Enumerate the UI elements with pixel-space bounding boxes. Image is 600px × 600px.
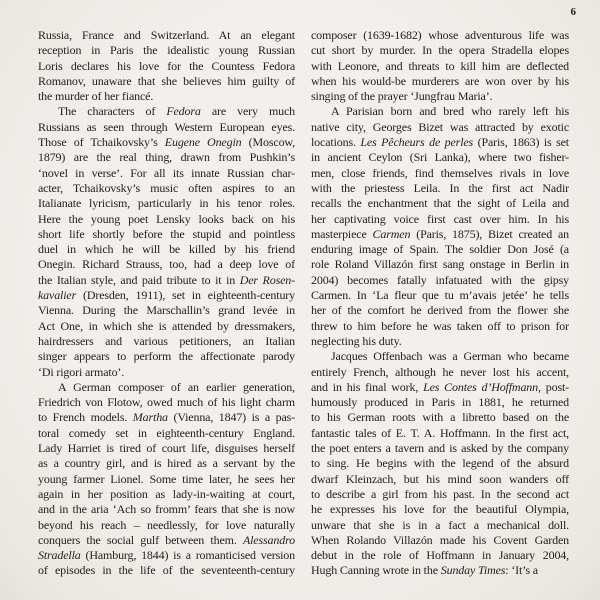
italic-text-segment: kavalier [38,288,77,303]
text-line [311,563,569,578]
text-line [38,518,295,533]
text-segment: her captivating voice first cast over him. In his [311,211,569,226]
text-line [311,487,569,502]
text-segment: men, close friends, find themselves rivals in love [311,165,569,180]
text-line [311,257,569,272]
text-segment: threw to him before he was taken off to prison for [311,318,569,333]
italic-text-segment: Eugene Onegin [164,135,242,150]
text-segment: ‘Di rigori armato’. [38,364,125,379]
text-line [311,196,569,211]
text-segment: Here the young poet Lensky looks back on his [38,211,295,226]
text-segment: toral comedy set in eighteenth-century England. [38,425,295,440]
text-line [311,380,569,395]
text-line [311,273,569,288]
text-segment: Loris declares his love for the Countess Fedora [38,58,295,73]
text-line [38,166,295,181]
italic-text-segment: Fedora [166,104,201,119]
text-line [38,212,295,227]
text-line [38,487,295,502]
text-segment: hairdressers and various petitioners, an Italian [38,333,295,348]
text-segment: singing of the prayer ‘Jungfrau Maria’. [311,89,493,104]
text-segment: the Italian style, and paid tribute to it in [38,272,240,287]
text-segment: humously produced in Paris in 1881, he returned [311,395,569,410]
italic-text-segment: Les Pêcheurs de perles [360,135,474,150]
text-segment: (Hamburg, 1844) is a romanticised version [80,548,295,563]
text-segment: Carmen. In ‘La fleur que tu m’avais jetée’ he tells [311,288,569,303]
text-segment: neglecting his duty. [311,333,402,348]
text-segment: to describe a girl from his past. In the second act [311,486,569,501]
text-line [311,395,569,410]
text-segment: A German composer of an earlier generation, [58,379,295,394]
text-segment: (Vienna, 1847) is a pas- [167,410,295,425]
text-segment: he expresses his love for the beautiful Olympia, [311,502,569,517]
text-line [311,441,569,456]
text-segment: and in the aria ‘Ach so fromm’ fears that she is now [38,502,295,517]
text-line [38,196,295,211]
italic-text-segment: Der Rosen- [239,272,295,287]
text-segment: Act One, in which she is attended by dressmakers, [38,318,295,333]
text-line [311,365,569,380]
text-line [38,533,295,548]
text-line [311,410,569,425]
text-segment: When Rolando Villazón made his Covent Garden [311,532,569,547]
text-line [38,365,295,380]
text-line [38,288,295,303]
text-line [38,410,295,425]
text-segment: the murder of her fiancé. [38,89,154,104]
text-line [311,181,569,196]
text-line [311,166,569,181]
text-line [38,135,295,150]
text-line [38,395,295,410]
text-line [311,472,569,487]
text-line [311,150,569,165]
text-line [311,456,569,471]
text-line [38,227,295,242]
text-line [38,303,295,318]
text-segment: reception in Paris the idealistic young Russian [38,43,295,58]
text-line [311,548,569,563]
text-segment: 1879) are the real thing, drawn from Pushkin’s [38,150,295,165]
text-line [311,303,569,318]
text-segment: unware that she is in a fact a mechanical doll. [311,517,569,532]
text-segment: again in her position as lady-in-waiting at court, [38,486,295,501]
text-column-right [311,28,569,579]
text-line [311,212,569,227]
text-segment: Russians as seen through Western European eyes. [38,119,295,134]
text-segment: singer appears to perform the affectionate parody [38,349,295,364]
italic-text-segment: Martha [132,410,168,425]
text-line [38,426,295,441]
text-segment: to his German roots with a libretto based on the [311,410,569,425]
text-line [38,242,295,257]
text-line [311,74,569,89]
text-segment: ‘novel in verse’. For all its innate Russian char- [38,165,295,180]
italic-text-segment: Les Contes d’Hoffmann [423,379,538,394]
text-segment: duel in which he will be killed by his friend [38,242,295,257]
text-segment: recalls the enchantment that the sight of Leila and [311,196,569,211]
text-segment: native city, Georges Bizet was attracted by exotic [311,119,569,134]
text-segment: acter, Tchaikovsky’s music often aspires to an [38,180,295,195]
text-line [311,349,569,364]
text-segment: role Roland Villazón first sang onstage in Berlin in [311,257,569,272]
text-segment: Lady Harriet is tired of court life, disguises herself [38,441,295,456]
text-segment: debut in the role of Hoffmann in January 2004, [311,548,569,563]
text-line [311,120,569,135]
text-segment: (Paris, 1863) is set [473,135,569,150]
text-segment: composer (1639-1682) whose adventurous life was [311,28,569,42]
text-segment: Russia, France and Switzerland. At an elegant [38,28,295,42]
text-line [38,104,295,119]
text-line [311,89,569,104]
text-line [38,441,295,456]
text-segment: to sing. He begins with the legend of the absurd [311,456,569,471]
text-segment: Jacques Offenbach was a German who became [331,349,569,364]
text-segment: conquers the social gulf between them. [38,532,243,547]
text-segment: Romanov, unaware that she believes him guilty of [38,73,295,88]
text-line [38,334,295,349]
text-segment: as a country girl, and is hired as a servant by the [38,456,295,471]
text-segment: Friedrich von Flotow, owed much of his light charm [38,395,295,410]
text-segment: Hugh Canning wrote in the [311,563,441,578]
text-line [38,502,295,517]
text-line [38,89,295,104]
text-segment: masterpiece [311,226,373,241]
text-segment: The characters of [58,104,167,119]
text-segment: and in his final work, [311,379,424,394]
text-line [38,319,295,334]
text-line [311,319,569,334]
text-line [311,28,569,43]
text-column-left [38,28,295,579]
text-segment: 2004) becomes fatally infatuated with the gipsy [311,272,569,287]
text-segment: (Dresden, 1911), set in eighteenth-century [76,288,295,303]
text-line [311,43,569,58]
text-segment: her of the comfort he derived from the flower she [311,303,569,318]
text-line [38,120,295,135]
text-segment: Onegin. Richard Strauss, too, had a deep love of [38,257,295,272]
text-segment: the poet enters a tavern and is asked by the company [311,441,569,456]
text-segment: with Leonore, and threats to kill him are deflected [311,58,569,73]
text-line [311,242,569,257]
text-line [311,104,569,119]
text-line [38,74,295,89]
text-segment: to French models. [38,410,133,425]
text-segment: cut short by murder. In the opera Stradella elopes [311,43,569,58]
text-segment: enduring image of Spain. The soldier Don José (a [311,242,569,257]
text-segment: : ‘It’s a [505,563,538,578]
text-segment: short life shortly before the stupid and pointless [38,226,295,241]
text-line [311,227,569,242]
text-line [38,563,295,578]
text-line [311,288,569,303]
text-line [38,472,295,487]
text-segment: Vienna. During the Marschallin’s grand levée in [38,303,295,318]
page-number: 6 [570,6,576,18]
text-segment: are very much [200,104,295,119]
text-segment: when his would-be murderers are won over by his [311,73,569,88]
italic-text-segment: Stradella [38,548,81,563]
text-segment: beyond his reach – needlessly, for love naturally [38,517,295,532]
text-line [311,533,569,548]
text-line [38,150,295,165]
text-segment: (Moscow, [241,135,295,150]
text-segment: with the priestess Leila. In the first act Nadir [311,180,569,195]
text-segment: entirely French, although he never lost his accent, [311,364,569,379]
text-line [38,380,295,395]
text-segment: (Paris, 1875), Bizet created an [410,226,569,241]
text-line [38,28,295,43]
text-segment: Italianate lyricism, particularly in his tenor roles. [38,196,295,211]
text-segment: Those of Tchaikovsky’s [38,135,165,150]
text-segment: young farmer Lionel. Some time later, he sees her [38,471,295,486]
text-line [311,426,569,441]
text-segment: fantastic tales of E. T. A. Hoffmann. In the first act, [311,425,569,440]
text-line [311,59,569,74]
text-line [38,349,295,364]
text-line [38,548,295,563]
italic-text-segment: Carmen [372,226,411,241]
text-line [311,135,569,150]
italic-text-segment: Sunday Times [440,563,506,578]
text-segment: A Parisian born and bred who rarely left his [331,104,569,119]
text-segment: locations. [311,135,361,150]
text-line [311,518,569,533]
text-line [38,59,295,74]
text-segment: , post- [538,379,569,394]
text-line [38,456,295,471]
text-line [311,334,569,349]
text-segment: of episodes in the life of the seventeenth-century [38,563,295,578]
italic-text-segment: Alessandro [242,532,295,547]
text-segment: dwarf Kleinzach, but his mind soon wanders off [311,471,569,486]
text-line [38,257,295,272]
text-line [38,273,295,288]
text-line [38,181,295,196]
text-segment: in ancient Ceylon (Sri Lanka), where two fisher- [311,150,569,165]
text-line [38,43,295,58]
text-line [311,502,569,517]
